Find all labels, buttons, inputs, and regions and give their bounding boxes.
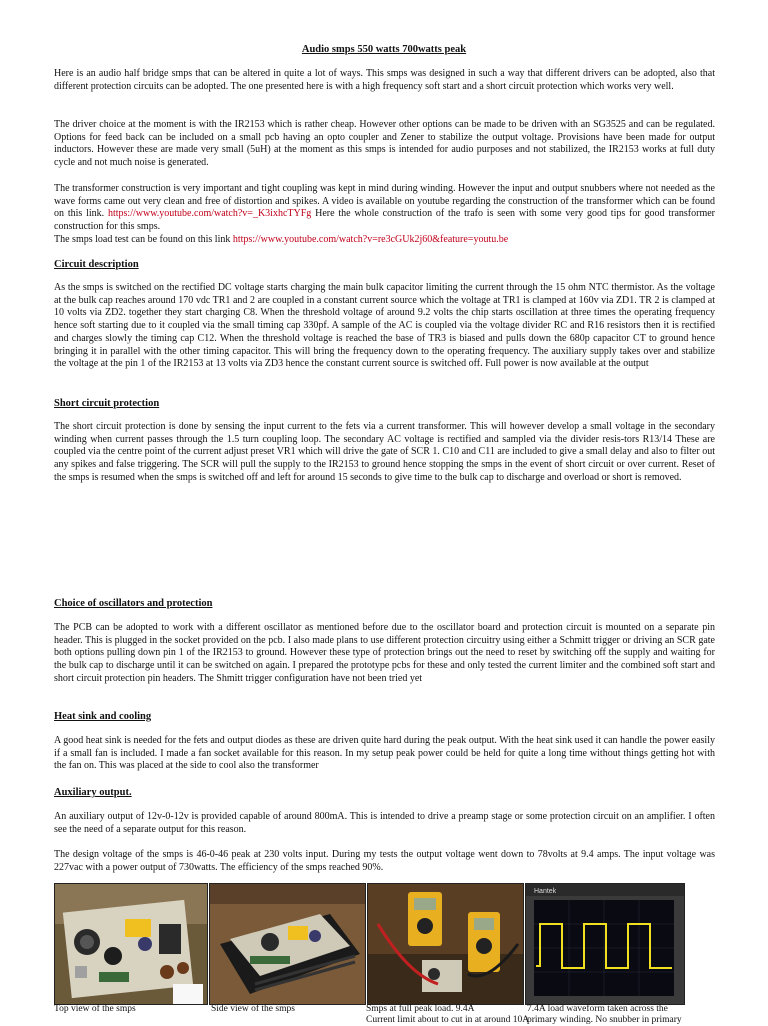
intro-paragraph-1: Here is an audio half bridge smps that can be altered in quite a lot of ways. This smps was designed in such a way that different drivers can be adopted, also that different protection circuits can be adopted. The one presented here is with a high frequency soft start and a short circuit protection which works very well. [54, 68, 715, 92]
heat-sink-paragraph: A good heat sink is needed for the fets and output diodes as these are driven quite hard during the peak output. With the heat sink used it can handle the power easily if a small fan is included. I made a fan socket available for this reason. In my setup peak power could be held for quite a long time without things getting hot with the fan on. This was placed at the side to cool also the transformer [54, 735, 715, 772]
trafo-video-link[interactable]: https://www.youtube.com/watch?v=_K3ixhcTYFg [107, 208, 312, 220]
auxiliary-paragraph-2: The design voltage of the smps is 46-0-46 peak at 230 volts input. During my tests the output voltage went down to 78volts at 9.4 amps. The input voltage was 227vac with a power output of 730watts. The efficiency of the smps reached 90%. [54, 849, 715, 873]
load-test-video-link[interactable]: https://www.youtube.com/watch?v=re3cGUk2j60&feature=youtu.be [232, 234, 509, 245]
heat-sink-heading: Heat sink and cooling [54, 711, 152, 722]
auxiliary-heading: Auxiliary output. [54, 787, 132, 798]
intro-paragraph-3 [54, 183, 715, 234]
smps-side-view-photo [209, 883, 366, 1005]
circuit-description-heading: Circuit description [54, 259, 139, 270]
caption-load-test-line-2: Current limit about to cut in at around 10A [366, 1015, 530, 1025]
intro-paragraph-4-text: The smps load test can be found on this link [54, 234, 231, 245]
short-circuit-heading: Short circuit protection [54, 398, 160, 409]
caption-waveform-line-2: primary winding. No snubber in primary [527, 1015, 682, 1025]
oscillators-heading: Choice of oscillators and protection [54, 598, 213, 609]
short-circuit-paragraph: The short circuit protection is done by sensing the input current to the fets via a current transformer. This will however develop a small voltage in the secondary winding when current passes through the 1.5 turn coupling loop. The secondary AC voltage is rectified and sampled via the divider resis-tors R13/14 These are coupled via the centre point of the current adjust preset VR1 which will drive the gate of SCR 1. C10 and C11 are included to give a small delay and also to filter out any spikes and false triggering. The SCR will pull the supply to the IR2153 to ground hence stopping the smps in the event of short circuit or over current. Reset of the smps is resumed when the smps is switched off and left for around 15 seconds to give time to the bulk cap to discharge and overload or short is removed. [54, 421, 715, 483]
caption-load-test-line-1: Smps at full peak load. 9.4A [366, 1004, 475, 1014]
smps-top-view-photo [54, 883, 208, 1005]
caption-side-view: Side view of the smps [211, 1004, 295, 1014]
document-title: Audio smps 550 watts 700watts peak [301, 44, 467, 55]
circuit-description-paragraph: As the smps is switched on the rectified DC voltage starts charging the main bulk capacitor limiting the current through the 15 ohm NTC thermistor. As the voltage at the bulk cap reaches around 170 vdc TR1 and 2 are coupled in a constant current source which the voltage at TR1 is clamped at 160v via ZD1. TR 2 is clamped at 10 volts via ZD2. together they start charging C8. When the threshold voltage of around 9.2 volts the chip starts oscillation at three times the operating frequency hence soft starting due to it coupled via the small timing cap 330pf. A sample of the AC is coupled via the voltage divider RC and R16 resistors then it is rectified and charges slowly the timing cap C12. When the threshold voltage is reached the base of TR3 is biased and pulls down the 680p capacitor CT to ground hence bringing it in parallel with the other timing capacitor. This will bring the frequency down to the operating frequency. The auxiliary supply takes over and stabilize the voltage at the pin 1 of the IR2153 at 13 volts via ZD3 hence the constant current source is switched off. Full power is now available at the output [54, 282, 715, 370]
smps-load-test-photo [367, 883, 524, 1005]
intro-paragraph-4 [54, 234, 715, 247]
intro-paragraph-2: The driver choice at the moment is with the IR2153 which is rather cheap. However other options can be made to be driven with an SG3525 and can be regulated. Options for feed back can be included on a small pcb having an opto coupler and Zener to stabilize the output voltage. Provisions have been made for output inductors. However these are made very small (5uH) at the moment as this smps is intended for audio purposes and not stabilized, the IR2153 works at full duty cycle and not much noise is generated. [54, 119, 715, 169]
caption-top-view: Top view of the smps [54, 1004, 136, 1014]
intro-paragraph-3-after: Here the whole construction of the trafo is seen with some very good tips for good transformer construction for this smps. [54, 208, 716, 233]
oscilloscope-waveform-photo [525, 883, 685, 1005]
caption-waveform-line-1: 7.4A load waveform taken across the [527, 1004, 668, 1014]
intro-paragraph-3-text: The transformer construction is very important and tight coupling was kept in mind during winding. However the input and output snubbers where not needed as the wave forms came out very clean and free of distortion and spikes. A video is available on youtube regarding the construction of the transformer which can be found on this link. [54, 183, 715, 220]
scope-brand-label: Hantek [534, 888, 557, 895]
oscillators-paragraph: The PCB can be adopted to work with a different oscillator as mentioned before due to the oscillator board and protection circuit is mounted on a separate pin header. This is plugged in the socket provided on the pcb. I also made plans to use different protection circuitry using either a Schmitt trigger or driving an SCR gate both options pulling down pin 1 of the IR2153 to ground. However these type of protection brings out the need to reset by switching off the supply and waiting for the bulk cap to discharge until it can be switched on again. I prepared the prototype pcbs for these and only tested the current limiter and the combined soft start and short circuit protection pin headers. The Shmitt trigger configuration have not been tried yet [54, 622, 715, 684]
auxiliary-paragraph-1: An auxiliary output of 12v-0-12v is provided capable of around 800mA. This is intended to drive a preamp stage or some protection circuit on an amplifier. I often see the need of a separate output for this reason. [54, 811, 715, 835]
